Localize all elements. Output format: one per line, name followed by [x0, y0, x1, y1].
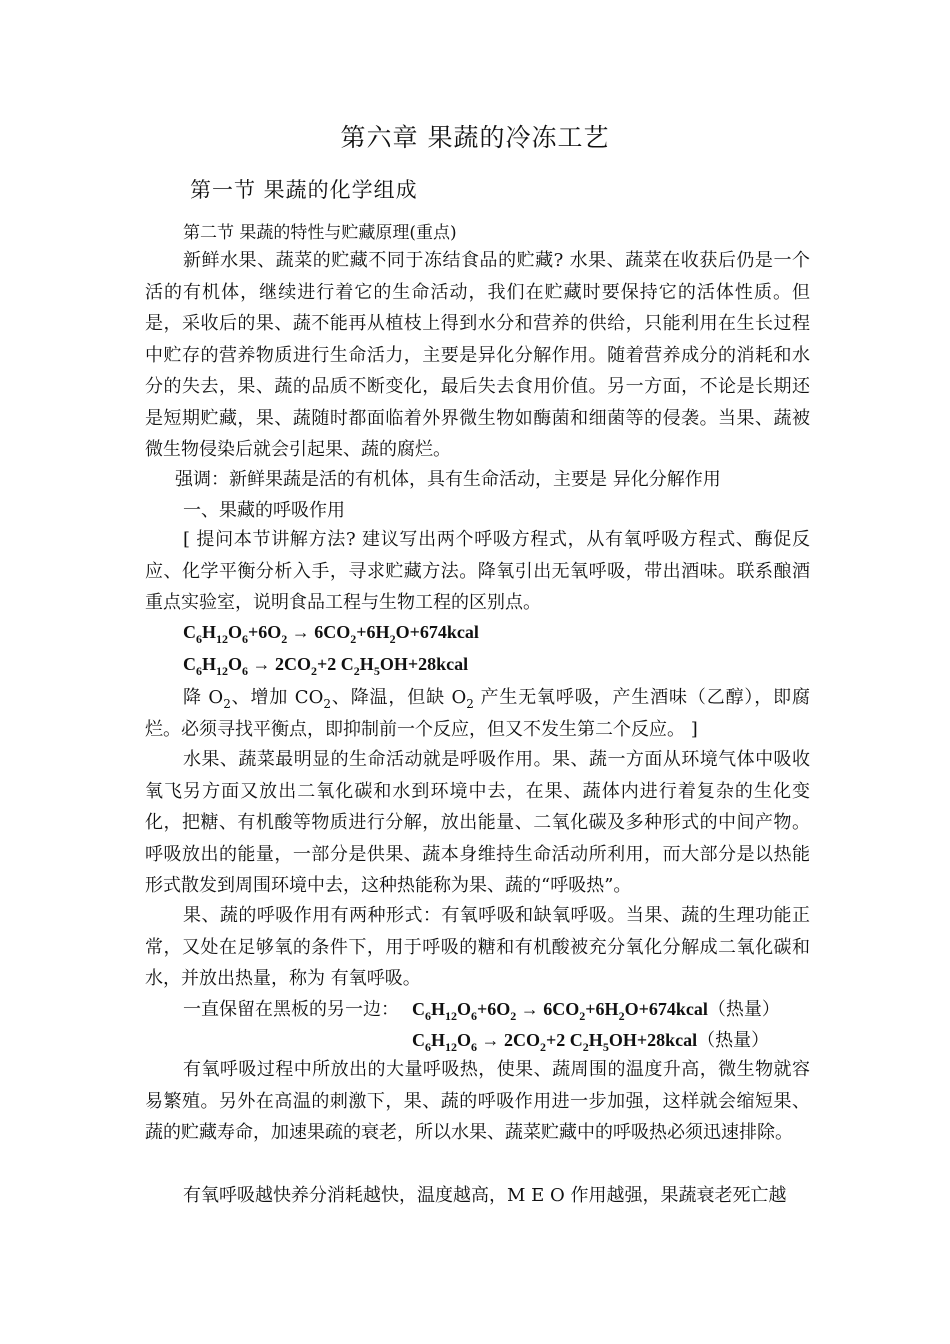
subheading-respiration: 一、果藏的呼吸作用	[183, 500, 345, 521]
blackboard-note: 一直保留在黑板的另一边：	[183, 999, 399, 1020]
paragraph-teaching-note: [ 提问本节讲解方法? 建议写出两个呼吸方程式，从有氧呼吸方程式、酶促反应、化学平衡分析入手，寻求贮藏方法。降氧引出无氧呼吸，带出酒味。联系酿酒重点实验室，说明食品工程与生物工程的区别点。	[145, 529, 810, 613]
paragraph-oxygen-balance: 降 $O_2$、增加 $CO_2$、降温，但缺 $O_2$ 产生无氧呼吸，产生酒味（乙醇），即腐烂。必须寻找平衡点，即抑制前一个反应，但又不发生第二个反应。 ]	[145, 687, 810, 740]
equation-anaerobic-repeat: $C_6H_{12}O_6 \to 2CO_2+2$ $C_2H_5OH+28kcal$（热量）	[412, 1030, 770, 1054]
paragraph-intro: 新鲜水果、蔬菜的贮藏不同于冻结食品的贮藏? 水果、蔬菜在收获后仍是一个活的有机体，继续进行着它的生命活动，我们在贮藏时要保持它的活体性质。但是，采收后的果、蔬不能再从植枝上得到水分和营养的供给，只能利用在生长过程中贮存的营养物质进行生命活力，主要是异化分解作用。随着营养成分的消耗和水分的失去，果、蔬的品质不断变化，最后失去食用价值。另一方面，不论是长期还是短期贮藏，果、蔬随时都面临着外界微生物如酶菌和细菌等的侵袭。当果、蔬被微生物侵染后就会引起果、蔬的腐烂。	[145, 250, 810, 460]
equation-anaerobic: $C_6H_{12}O_6 \to 2CO_2+2$ $C_2H_5OH+28kcal$	[183, 654, 469, 678]
section-heading-2: 第二节 果蔬的特性与贮藏原理(重点)	[183, 223, 457, 243]
emphasis-line: 强调：新鲜果蔬是活的有机体，具有生命活动，主要是 异化分解作用	[175, 469, 721, 490]
section-heading-1: 第一节 果蔬的化学组成	[190, 178, 418, 202]
equation-aerobic: $C_6H_{12}O_6+6O_2$ → $6CO_2+6H_2O+674kcal$	[183, 622, 479, 646]
paragraph-respiration-heat: 有氧呼吸过程中所放出的大量呼吸热，使果、蔬周围的温度升高，微生物就容易繁殖。另外在高温的刺激下，果、蔬的呼吸作用进一步加强，这样就会缩短果、蔬的贮藏寿命，加速果疏的衰老，所以水果、蔬菜贮藏中的呼吸热必须迅速排除。	[145, 1059, 810, 1143]
paragraph-respiration-activity: 水果、蔬菜最明显的生命活动就是呼吸作用。果、蔬一方面从环境气体中吸收氧飞另方面又放出二氧化碳和水到环境中去，在果、蔬体内进行着复杂的生化变化，把糖、有机酸等物质进行分解，放出能量、二氧化碳及多种形式的中间产物。呼吸放出的能量，一部分是供果、蔬本身维持生命活动所利用，而大部分是以热能形式散发到周围环境中去，这种热能称为果、蔬的“呼吸热”。	[145, 749, 810, 896]
paragraph-respiration-forms: 果、蔬的呼吸作用有两种形式：有氧呼吸和缺氧呼吸。当果、蔬的生理功能正常，又处在足够氧的条件下，用于呼吸的糖和有机酸被充分氧化分解成二氧化碳和水，并放出热量，称为 有氧呼吸。	[145, 905, 810, 989]
equation-aerobic-repeat: $C_6H_{12}O_6+6O_2$ → $6CO_2+6H_2O+674kcal$（热量）	[412, 999, 780, 1023]
paragraph-aerobic-rate: 有氧呼吸越快养分消耗越快，温度越高，M E O 作用越强，果蔬衰老死亡越	[183, 1185, 787, 1206]
chapter-title: 第六章 果蔬的冷冻工艺	[340, 123, 610, 152]
